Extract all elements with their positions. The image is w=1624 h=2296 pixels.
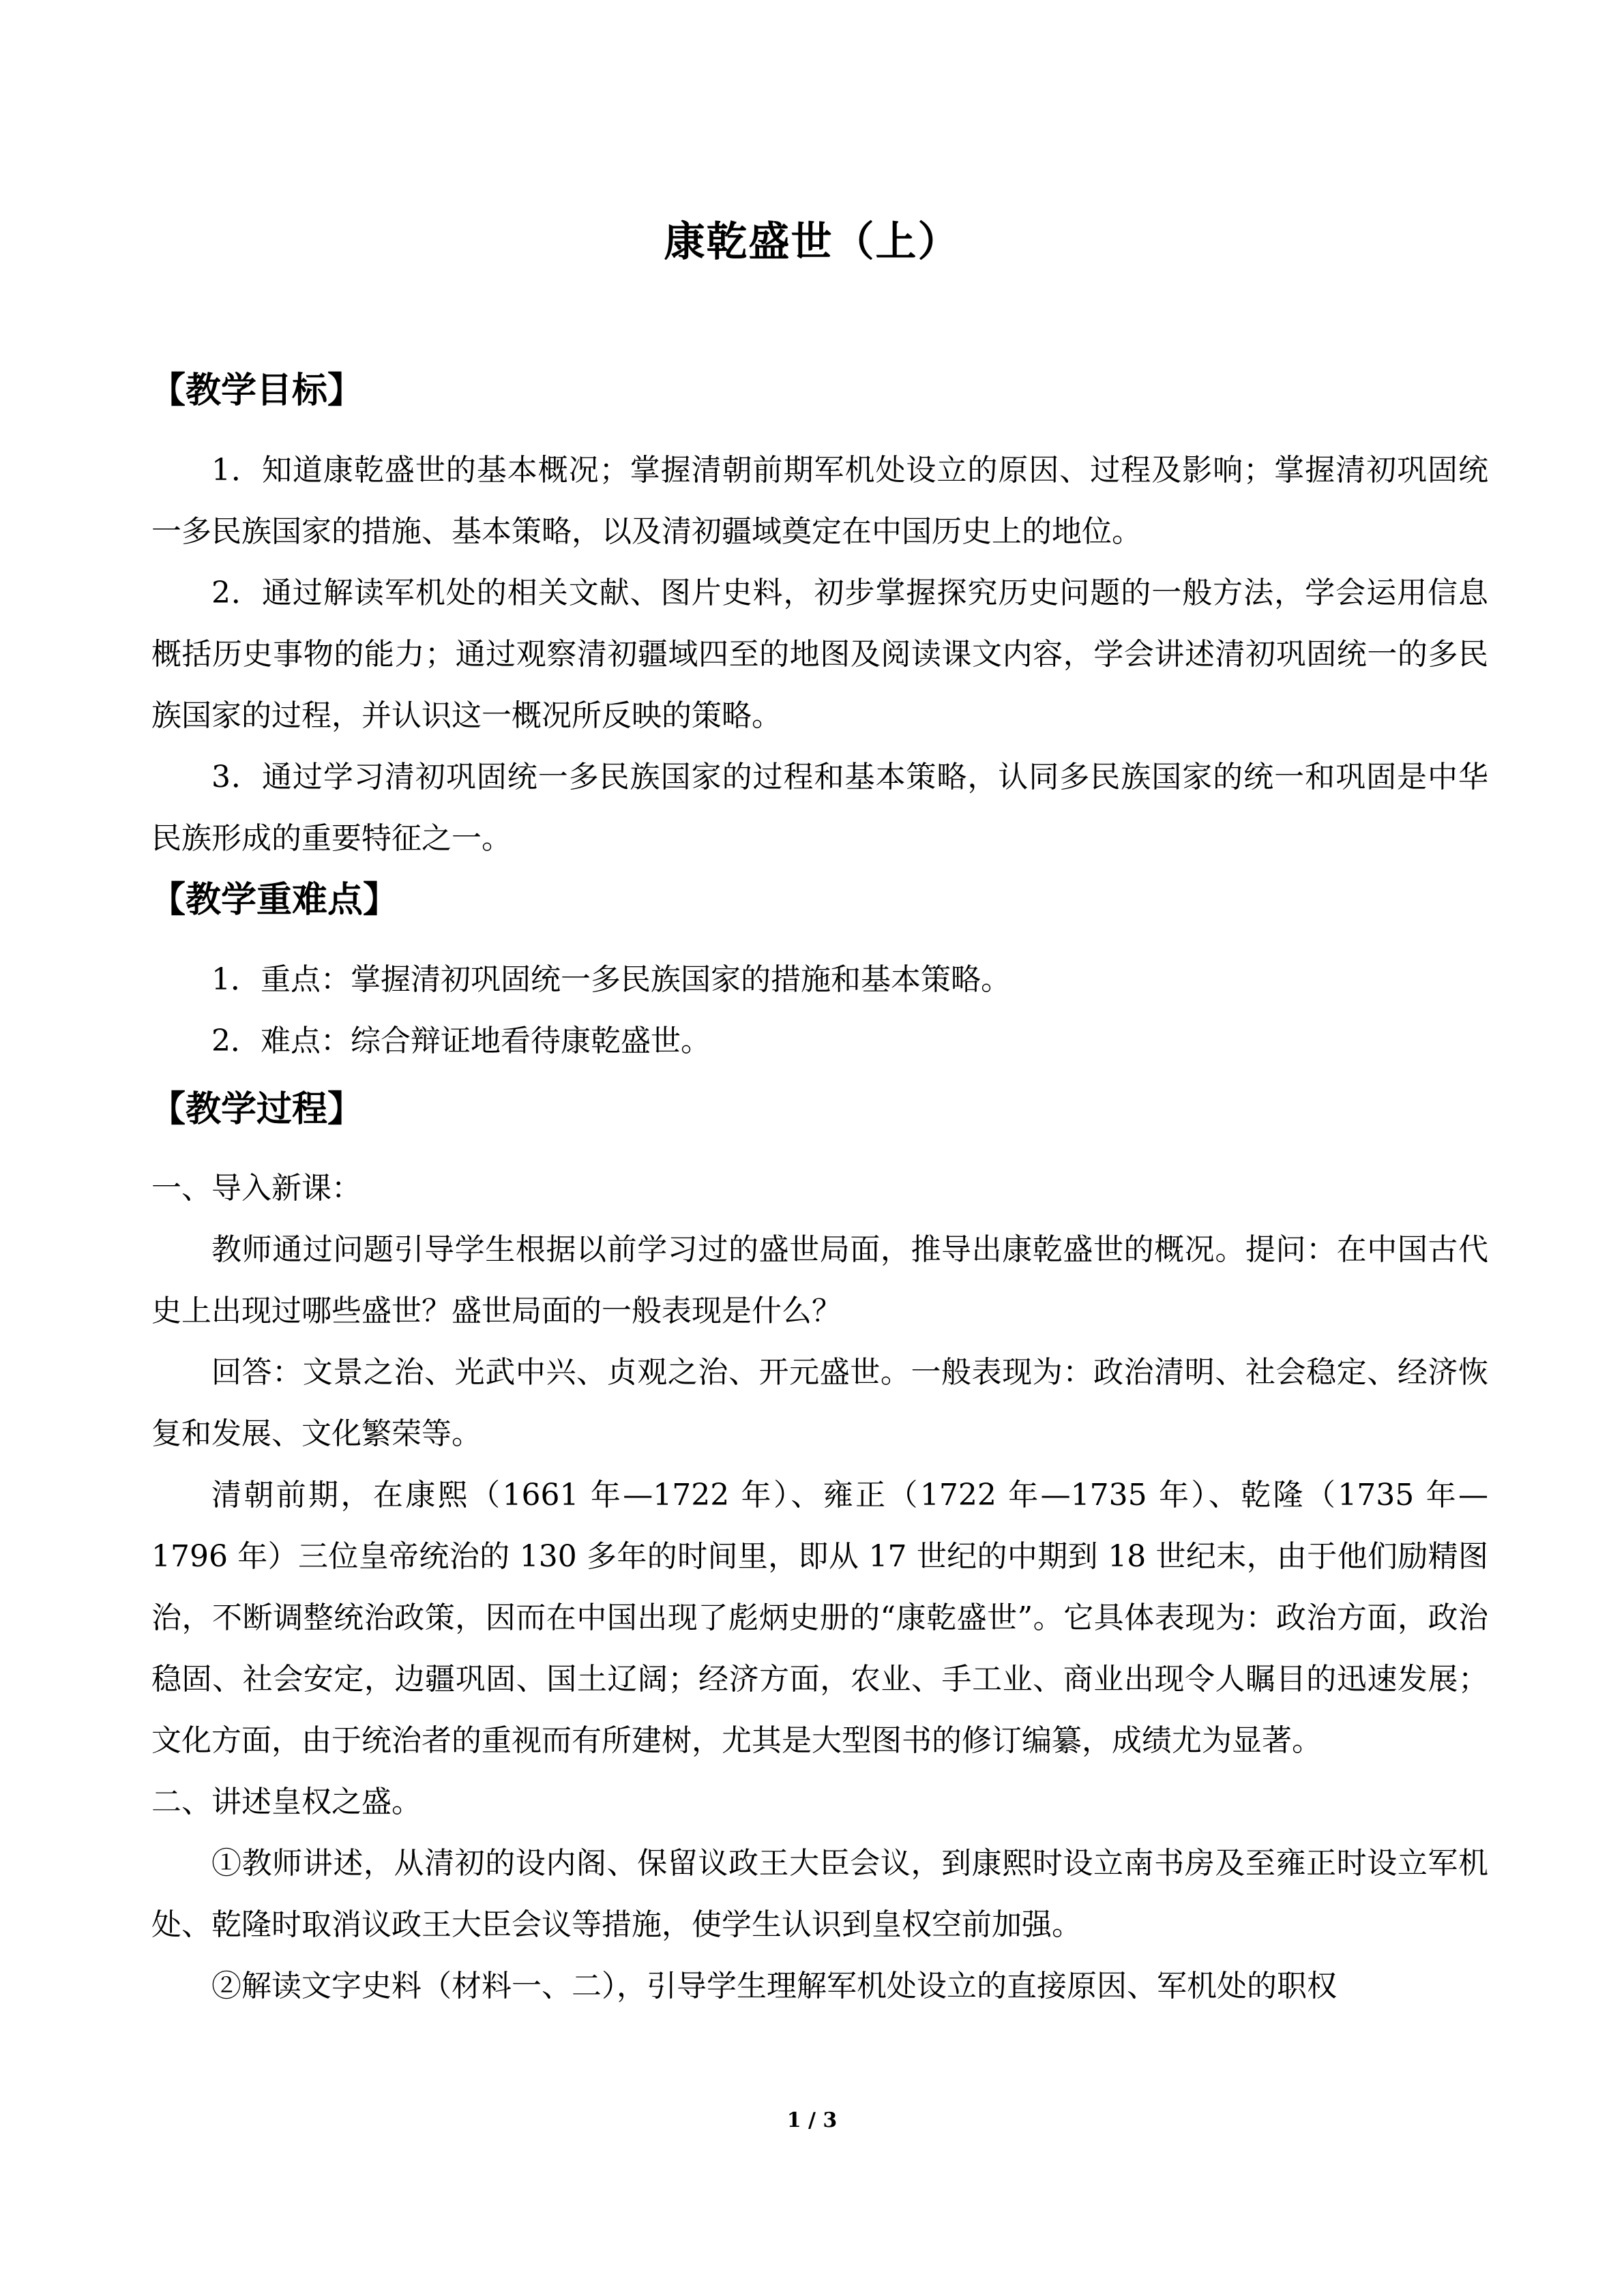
objective-item-1: 1．知道康乾盛世的基本概况；掌握清朝前期军机处设立的原因、过程及影响；掌握清初巩固统一多民族国家的措施、基本策略，以及清初疆域奠定在中国历史上的地位。 bbox=[151, 453, 1488, 549]
process-part1-para-3: 清朝前期，在康熙（1661 年—1722 年）、雍正（1722 年—1735 年）、乾隆（1735 年—1796 年）三位皇帝统治的 130 多年的时间里，即从 17 世纪的中期到 18 世纪末，由于他们励精图治，不断调整统治政策，因而在中国出现了彪炳史册的“康乾盛世”。它具体表现为：政治方面，政治稳固、社会安定，边疆巩固、国土辽阔；经济方面，农业、手工业、商业出现令人瞩目的迅速发展；文化方面，由于统治者的重视而有所建树，尤其是大型图书的修订编纂，成绩尤为显著。 bbox=[151, 1478, 1488, 1758]
section-heading-process: 【教学过程】 bbox=[150, 1088, 364, 1130]
section-heading-key-points: 【教学重难点】 bbox=[150, 879, 399, 921]
process-part1-title: 一、导入新课： bbox=[151, 1171, 361, 1206]
objective-item-3: 3．通过学习清初巩固统一多民族国家的过程和基本策略，认同多民族国家的统一和巩固是中华民族形成的重要特征之一。 bbox=[151, 760, 1488, 856]
section-heading-objectives: 【教学目标】 bbox=[150, 370, 364, 411]
document-title: 康乾盛世（上） bbox=[664, 218, 960, 266]
process-part1-para-2: 回答：文景之治、光武中兴、贞观之治、开元盛世。一般表现为：政治清明、社会稳定、经济恢复和发展、文化繁荣等。 bbox=[151, 1355, 1488, 1451]
process-part1-para-1: 教师通过问题引导学生根据以前学习过的盛世局面，推导出康乾盛世的概况。提问：在中国古代史上出现过哪些盛世？盛世局面的一般表现是什么？ bbox=[151, 1232, 1488, 1328]
process-part2-title: 二、讲述皇权之盛。 bbox=[151, 1785, 422, 1819]
objective-item-2: 2．通过解读军机处的相关文献、图片史料，初步掌握探究历史问题的一般方法，学会运用信息概括历史事物的能力；通过观察清初疆域四至的地图及阅读课文内容，学会讲述清初巩固统一的多民族国家的过程，并认识这一概况所反映的策略。 bbox=[151, 576, 1488, 733]
key-point-item-2: 2．难点：综合辩证地看待康乾盛世。 bbox=[211, 1024, 711, 1058]
process-part2-para-2: ②解读文字史料（材料一、二），引导学生理解军机处设立的直接原因、军机处的职权 bbox=[211, 1969, 1337, 2003]
process-part2-para-1: ①教师讲述，从清初的设内阁、保留议政王大臣会议，到康熙时设立南书房及至雍正时设立军机处、乾隆时取消议政王大臣会议等措施，使学生认识到皇权空前加强。 bbox=[151, 1846, 1488, 1942]
page-number: 1 / 3 bbox=[786, 2108, 838, 2132]
key-point-item-1: 1．重点：掌握清初巩固统一多民族国家的措施和基本策略。 bbox=[211, 962, 1011, 997]
